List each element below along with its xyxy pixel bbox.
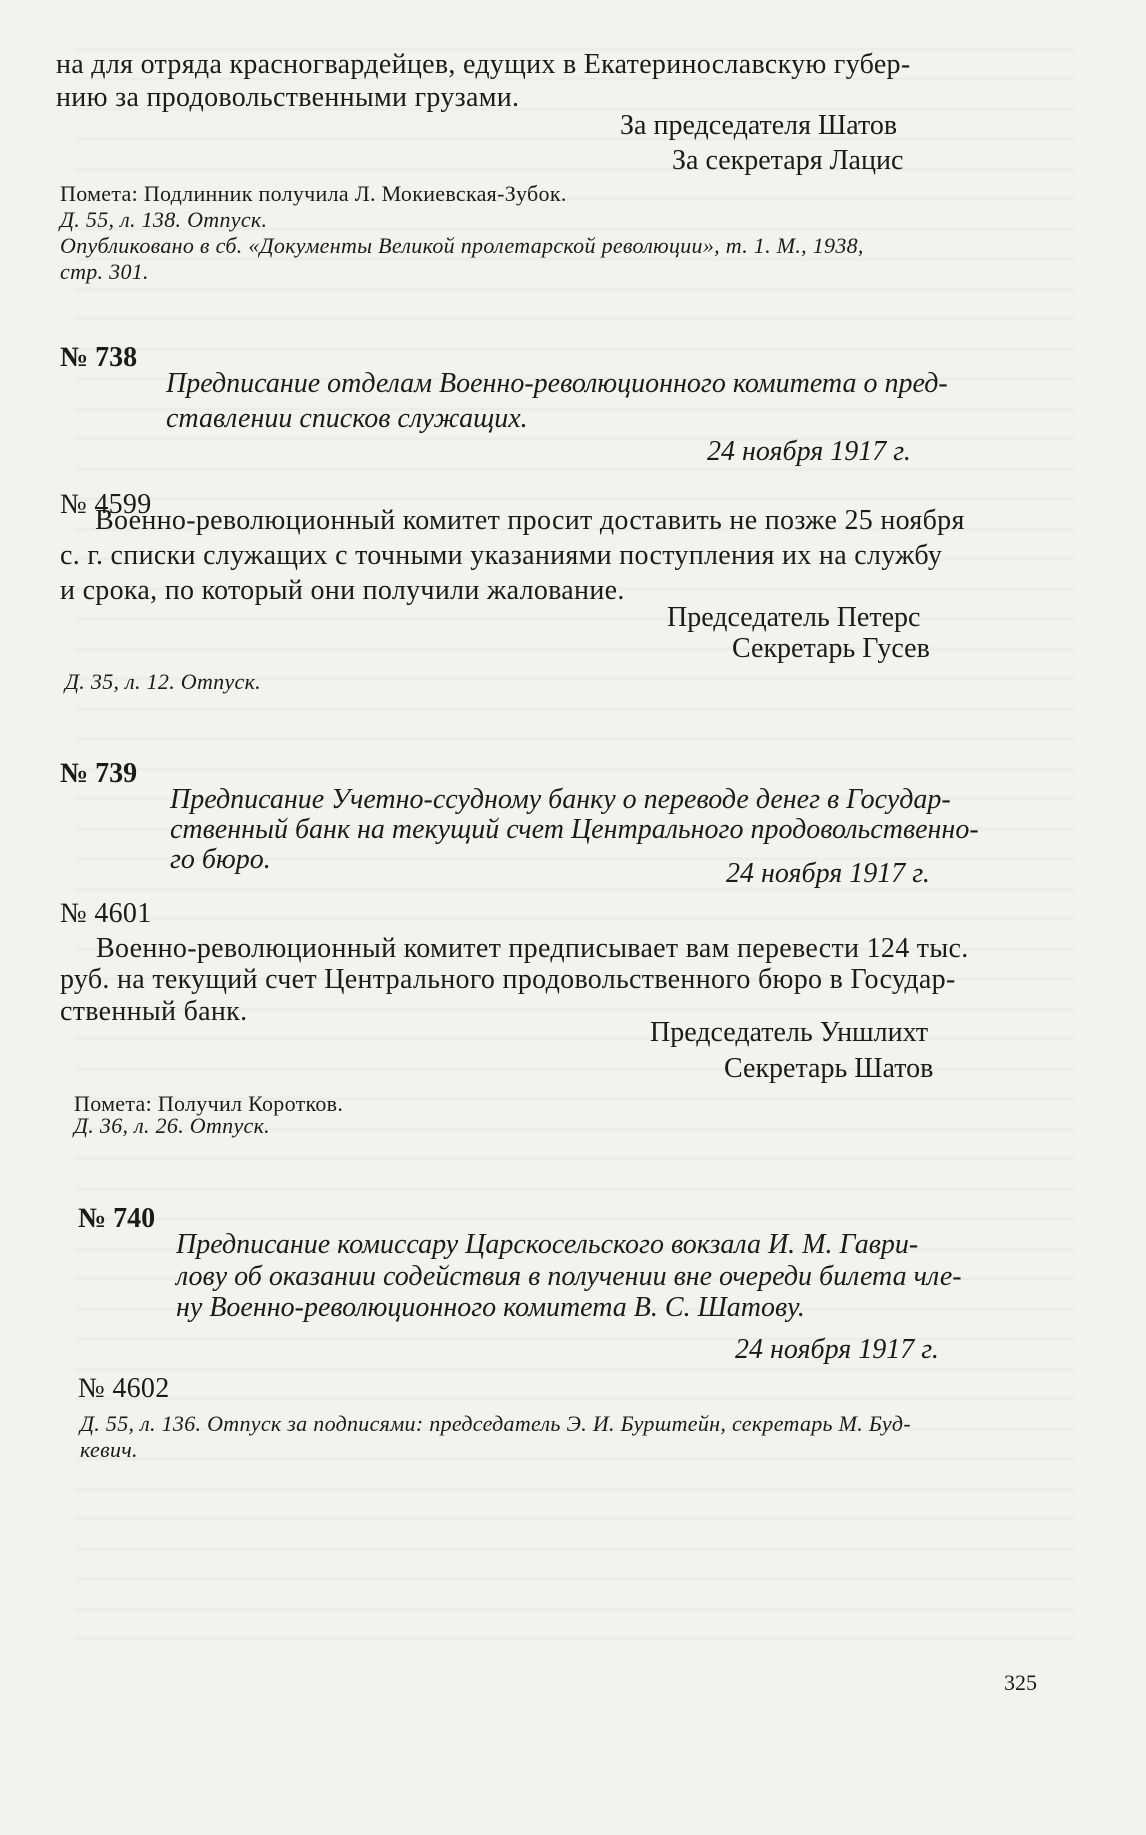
doc-739-title-line-1: Предписание Учетно-ссудному банку о переводе денег в Государ-	[170, 784, 951, 815]
page-number: 325	[1004, 1670, 1037, 1695]
doc-739-signature-1: Председатель Уншлихт	[650, 1017, 929, 1048]
doc-740-title-line-2: лову об оказании содействия в получении вне очереди билета чле-	[176, 1261, 962, 1292]
doc-739-number: № 739	[60, 758, 138, 789]
doc-740-number: № 740	[78, 1203, 156, 1234]
doc-738-signature-1: Председатель Петерс	[667, 602, 921, 633]
doc-738-number: № 738	[60, 342, 138, 373]
top-fragment-note-3: Опубликовано в сб. «Документы Великой пролетарской революции», т. 1. М., 1938,	[60, 233, 864, 258]
doc-738-body-line-3: и срока, по который они получили жалование.	[60, 575, 625, 606]
top-fragment-signature-2: За секретаря Лацис	[672, 145, 904, 176]
doc-739-outgoing-number: № 4601	[60, 898, 152, 929]
doc-738-date: 24 ноября 1917 г.	[707, 436, 911, 467]
doc-739-body-line-1: Военно-революционный комитет предписывает вам перевести 124 тыс.	[96, 933, 969, 964]
doc-740-note-2: кевич.	[80, 1437, 138, 1462]
top-fragment-signature-1: За председателя Шатов	[620, 110, 898, 141]
top-fragment-note-2: Д. 55, л. 138. Отпуск.	[60, 207, 268, 232]
top-fragment-note-4: стр. 301.	[60, 259, 149, 284]
doc-740-title-line-3: ну Военно-революционного комитета В. С. Шатову.	[176, 1292, 805, 1323]
doc-740-outgoing-number: № 4602	[78, 1373, 170, 1404]
doc-738-signature-2: Секретарь Гусев	[732, 633, 930, 664]
top-fragment-note-1: Помета: Подлинник получила Л. Мокиевская-Зубок.	[60, 181, 567, 206]
doc-739-note-2: Д. 36, л. 26. Отпуск.	[74, 1113, 270, 1138]
doc-740-title-line-1: Предписание комиссару Царскосельского вокзала И. М. Гаври-	[176, 1229, 919, 1260]
doc-739-note-1: Помета: Получил Коротков.	[74, 1091, 344, 1116]
doc-739-signature-2: Секретарь Шатов	[724, 1053, 934, 1084]
doc-740-note-1: Д. 55, л. 136. Отпуск за подписями: председатель Э. И. Бурштейн, секретарь М. Буд-	[80, 1411, 911, 1436]
doc-738-outgoing-number: № 4599	[60, 489, 152, 520]
doc-740-date: 24 ноября 1917 г.	[735, 1334, 939, 1365]
doc-739-title-line-3: го бюро.	[170, 844, 271, 875]
doc-739-date: 24 ноября 1917 г.	[726, 858, 930, 889]
doc-738-title-line-1: Предписание отделам Военно-революционного комитета о пред-	[166, 368, 948, 399]
doc-738-body-line-1: Военно-революционный комитет просит доставить не позже 25 ноября	[95, 505, 965, 536]
doc-738-note-1: Д. 35, л. 12. Отпуск.	[65, 669, 261, 694]
doc-738-body-line-2: с. г. списки служащих с точными указаниями поступления их на службу	[60, 540, 943, 571]
doc-739-title-line-2: ственный банк на текущий счет Центрального продовольственно-	[170, 814, 979, 845]
top-fragment-line-1: на для отряда красногвардейцев, едущих в Екатеринославскую губер-	[56, 49, 911, 80]
top-fragment-line-2: нию за продовольственными грузами.	[56, 82, 520, 113]
doc-739-body-line-3: ственный банк.	[60, 996, 248, 1027]
doc-738-title-line-2: ставлении списков служащих.	[166, 403, 528, 434]
doc-739-body-line-2: руб. на текущий счет Центрального продовольственного бюро в Государ-	[60, 964, 956, 995]
